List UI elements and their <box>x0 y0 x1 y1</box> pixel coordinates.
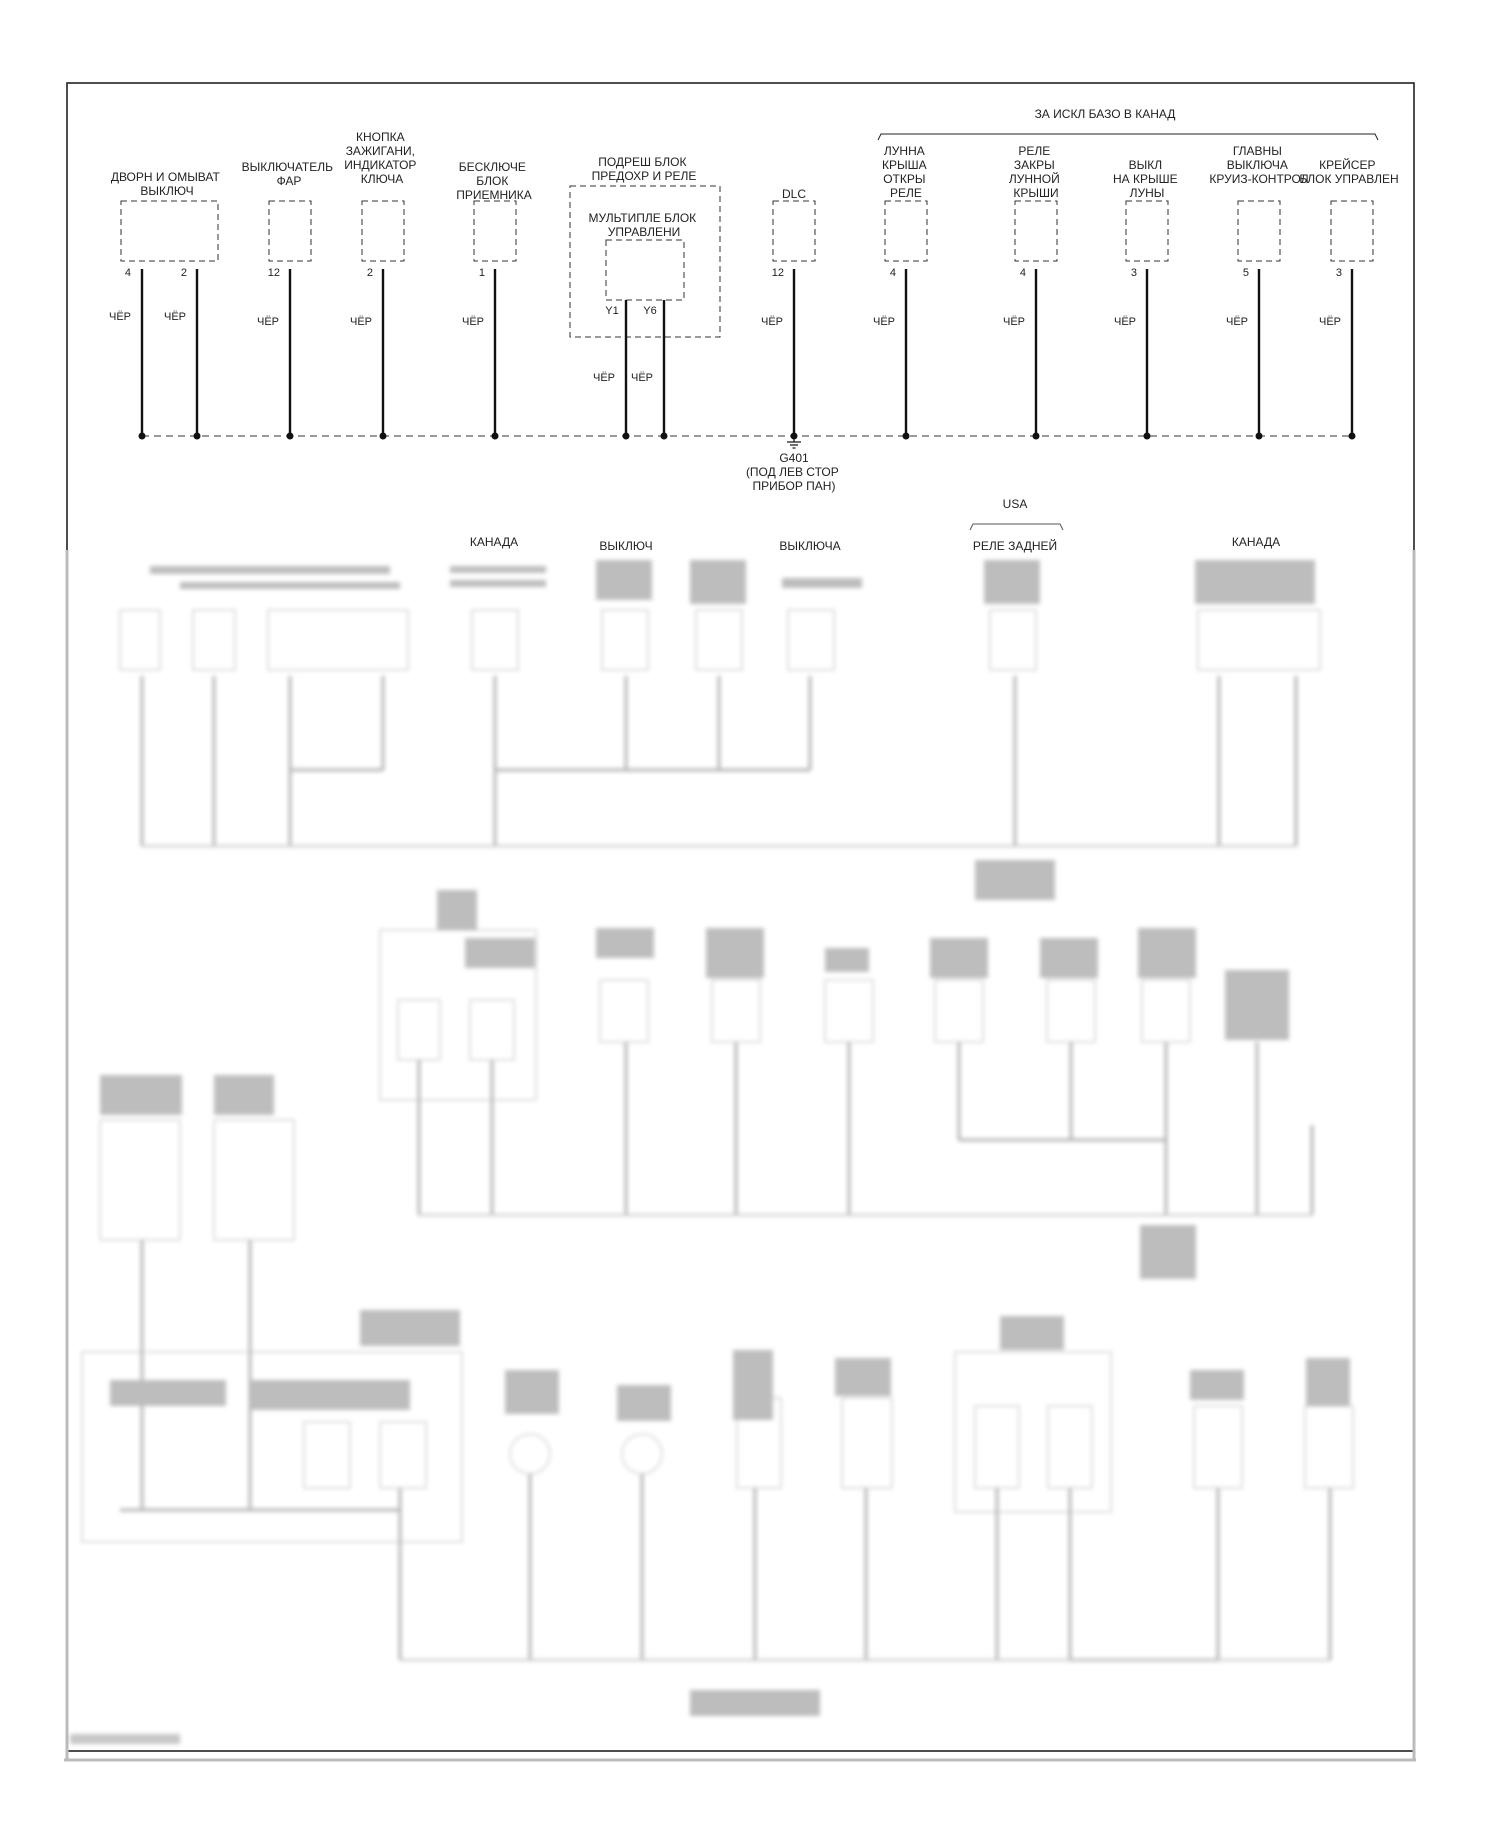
pin-label: 4 <box>889 267 896 279</box>
lower-diagram-blurred <box>64 497 1416 1760</box>
svg-text:РЕЛЕ ЗАКРЫ ЛУННОЙ <box>1009 144 1063 200</box>
component-moonroof-close-relay <box>1003 144 1063 436</box>
component-headlight-switch <box>242 160 337 436</box>
component-cruise-main-switch <box>1209 144 1308 436</box>
component-label: КРЫША <box>882 158 927 172</box>
variant-label-usa: USA <box>1002 497 1028 511</box>
connector-box <box>362 201 404 261</box>
connector-box <box>269 201 311 261</box>
component-ignition-button <box>344 130 420 436</box>
component-label: ВЫКЛ <box>1128 158 1163 172</box>
svg-text:БЕСКЛЮЧЕ БЛОК ПРИЕ <box>456 160 532 202</box>
component-label: БЛОК УПРАВЛЕН <box>1299 172 1399 186</box>
variant-label-canada: КАНАДА <box>469 535 519 549</box>
component-moonroof-open-relay <box>873 144 930 436</box>
splice-point <box>623 433 630 440</box>
wire-color-label: ЧЁР <box>1225 316 1249 328</box>
component-label: ВЫКЛЮЧА <box>1226 158 1288 172</box>
pin-label: 3 <box>1130 267 1137 279</box>
component-label: ПОДРЕШ БЛОК <box>598 155 687 169</box>
component-label: ВЫКЛЮЧАТЕЛЬ <box>241 160 334 174</box>
svg-text:ПОДРЕШ БЛОК ПРЕДОХР И РЕ <box>592 155 697 183</box>
inner-component-label: УПРАВЛЕНИ <box>607 225 681 239</box>
wire-color-label: ЧЁР <box>1113 316 1137 328</box>
component-label: ЗАЖИГАНИ, <box>345 144 415 158</box>
component-label: ОТКРЫ <box>883 172 926 186</box>
connector-box <box>1015 201 1057 261</box>
ground-location: ПРИБОР ПАН) <box>752 479 836 493</box>
svg-text:(ПОД ЛЕВ СТОР ПРИБОР ПАН <box>746 465 842 493</box>
pin-label: 12 <box>267 267 280 279</box>
pin-label: 2 <box>180 267 187 279</box>
svg-text:ДВОРН И ОМЫВАТ ВЫКЛЮЧ <box>111 170 223 198</box>
connector-box <box>474 201 516 261</box>
component-label: ЛУННА <box>883 144 925 158</box>
component-label: КРУИЗ-КОНТРОЛ <box>1209 172 1309 186</box>
component-label: ПРИЕМНИКА <box>456 188 532 202</box>
component-moonroof-switch <box>1113 158 1181 436</box>
component-label: РЕЛЕ <box>890 186 922 200</box>
component-label: КЛЮЧА <box>360 172 404 186</box>
svg-text:КРЕЙСЕР БЛОК УПРАВЛЕН <box>1299 157 1398 186</box>
splice-point <box>1349 433 1356 440</box>
splice-point <box>194 433 201 440</box>
wire-color-label: ЧЁР <box>349 316 373 328</box>
component-label: КРЕЙСЕР <box>1319 158 1376 172</box>
component-wiper-washer-switch <box>109 170 223 436</box>
component-dlc <box>761 187 815 436</box>
component-label: ЛУННОЙ <box>1008 172 1060 186</box>
wire-color-label: ЧЁР <box>872 316 896 328</box>
wire-color-label: ЧЁР <box>1318 316 1342 328</box>
lower-component-label: ВЫКЛЮЧ <box>599 539 653 553</box>
svg-text:ГЛАВНЫ ВЫКЛЮЧА КРУ <box>1209 144 1308 186</box>
splice-point <box>661 433 668 440</box>
connector-box <box>773 201 815 261</box>
component-label: ВЫКЛЮЧ <box>140 184 194 198</box>
pin-label: 3 <box>1335 267 1342 279</box>
component-label: ГЛАВНЫ <box>1232 144 1282 158</box>
component-cruise-control-unit <box>1299 157 1398 436</box>
usa-bracket <box>970 524 1063 530</box>
component-label: ИНДИКАТОР <box>344 158 417 172</box>
splice-point <box>492 433 499 440</box>
svg-text:КНОПКА ЗАЖИГАНИ, И <box>344 130 420 186</box>
splice-point <box>903 433 910 440</box>
wire-color-label: ЧЁР <box>1002 316 1026 328</box>
wire-color-label: ЧЁР <box>163 311 187 323</box>
wire-color-label: ЧЁР <box>592 372 616 384</box>
connector-box <box>606 240 684 300</box>
region-bracket <box>878 107 1378 140</box>
component-label: ДВОРН И ОМЫВАТ <box>110 170 220 184</box>
svg-text:МУЛЬТИПЛЕ БЛОК УПРАВЛЕНИ <box>589 211 700 239</box>
pin-label: 4 <box>1019 267 1026 279</box>
pin-label: Y1 <box>605 305 619 317</box>
connector-box <box>1331 201 1373 261</box>
component-label: БЕСКЛЮЧЕ <box>458 160 526 174</box>
component-label: ПРЕДОХР И РЕЛЕ <box>591 169 697 183</box>
splice-point <box>139 433 146 440</box>
component-label: ЛУНЫ <box>1129 186 1165 200</box>
wire-color-label: ЧЁР <box>461 316 485 328</box>
splice-point <box>380 433 387 440</box>
component-label: КРЫШИ <box>1013 186 1059 200</box>
wire-color-label: ЧЁР <box>108 311 132 323</box>
wire-color-label: ЧЁР <box>256 316 280 328</box>
component-label: ФАР <box>276 174 302 188</box>
component-label: НА КРЫШЕ <box>1113 172 1178 186</box>
inner-component-label: МУЛЬТИПЛЕ БЛОК <box>588 211 697 225</box>
pin-label: 1 <box>478 267 485 279</box>
pin-label: 5 <box>1242 267 1249 279</box>
component-label: DLC <box>781 187 807 201</box>
diagram-frame <box>67 83 1414 1751</box>
component-label: КНОПКА <box>356 130 405 144</box>
connector-box <box>1238 201 1280 261</box>
component-label: ЗАКРЫ <box>1013 158 1055 172</box>
component-under-dash-fuse-box <box>570 155 720 436</box>
connector-box <box>121 201 218 261</box>
connector-box <box>1126 201 1168 261</box>
splice-point <box>1144 433 1151 440</box>
splice-point <box>287 433 294 440</box>
blurred-schematic <box>70 560 1353 1744</box>
splice-point <box>1033 433 1040 440</box>
wire-color-label: ЧЁР <box>630 372 654 384</box>
ground-g401 <box>746 436 842 493</box>
svg-text:ЛУННА КРЫША ОТКРЫ <box>882 144 930 200</box>
pin-label: 2 <box>366 267 373 279</box>
lower-component-label: РЕЛЕ ЗАДНЕЙ <box>972 539 1058 553</box>
lower-component-label: ВЫКЛЮЧА <box>779 539 841 553</box>
region-note: ЗА ИСКЛ БАЗО В КАНАД <box>1034 107 1176 121</box>
pin-label: 12 <box>771 267 784 279</box>
ground-location: (ПОД ЛЕВ СТОР <box>745 465 839 479</box>
pin-label: Y6 <box>643 305 657 317</box>
svg-text:ВЫКЛ НА КРЫШЕ ЛУНЫ <box>1113 158 1181 200</box>
pin-label: 4 <box>124 267 131 279</box>
variant-label-canada: КАНАДА <box>1231 535 1281 549</box>
component-label: БЛОК <box>476 174 509 188</box>
component-keyless-receiver <box>456 160 532 436</box>
ground-bus <box>139 433 1356 440</box>
wire-color-label: ЧЁР <box>760 316 784 328</box>
splice-point <box>1256 433 1263 440</box>
svg-text:ВЫКЛЮЧАТЕЛЬ ФАР <box>242 160 337 188</box>
connector-box <box>885 201 927 261</box>
component-label: РЕЛЕ <box>1018 144 1051 158</box>
ground-id: G401 <box>779 451 809 465</box>
